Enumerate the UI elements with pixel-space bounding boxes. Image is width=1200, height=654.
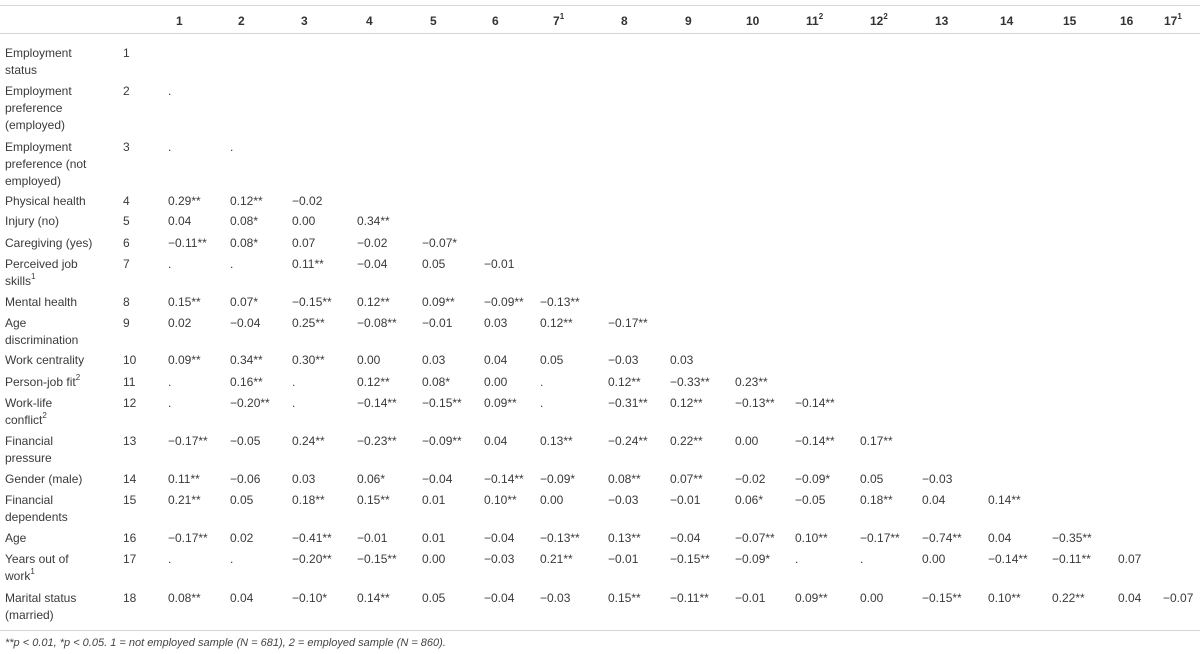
table-cell: 0.02 — [168, 316, 192, 330]
table-cell: . — [795, 552, 799, 566]
column-header-number: 7 — [553, 14, 560, 28]
row-number: 9 — [123, 316, 130, 330]
column-header — [1164, 13, 1182, 30]
table-cell: −0.17** — [168, 434, 208, 448]
table-cell: . — [292, 375, 296, 389]
row-label-line: skills — [5, 274, 31, 288]
column-header — [301, 13, 308, 30]
table-cell: −0.01 — [735, 591, 766, 605]
column-header — [366, 13, 373, 30]
row-number: 15 — [123, 493, 137, 507]
table-cell: −0.24** — [608, 434, 648, 448]
table-cell: −0.08** — [357, 316, 397, 330]
table-cell: −0.03 — [608, 353, 639, 367]
column-header-number: 15 — [1063, 14, 1077, 28]
table-cell: 0.29** — [168, 194, 201, 208]
table-cell: . — [168, 552, 172, 566]
table-cell: 0.22** — [1052, 591, 1085, 605]
table-cell: −0.14** — [357, 396, 397, 410]
table-cell: −0.09* — [795, 472, 831, 486]
table-cell: 0.04 — [484, 434, 508, 448]
table-cell: . — [168, 84, 172, 98]
table-cell: 0.12** — [357, 295, 390, 309]
column-header-number: 2 — [238, 14, 245, 28]
row-label-line: Employment — [5, 140, 72, 154]
column-header — [1000, 13, 1013, 30]
table-cell: 0.13** — [540, 434, 573, 448]
row-label-superscript: 2 — [42, 411, 47, 420]
column-header-number: 9 — [685, 14, 692, 28]
table-cell: 0.05 — [860, 472, 884, 486]
table-cell: −0.09** — [422, 434, 462, 448]
table-cell: −0.04 — [230, 316, 261, 330]
row-label — [5, 45, 123, 79]
table-cell: 0.03 — [422, 353, 446, 367]
table-cell: 0.04 — [922, 493, 946, 507]
column-header-number: 5 — [430, 14, 437, 28]
table-cell: 0.12** — [608, 375, 641, 389]
row-label-line: Financial — [5, 434, 54, 448]
column-header-superscript: 1 — [559, 12, 565, 21]
table-cell: −0.74** — [922, 531, 962, 545]
row-label — [5, 294, 123, 311]
table-cell: 0.14** — [357, 591, 390, 605]
table-cell: 0.03 — [484, 316, 508, 330]
row-label-line: Marital status — [5, 591, 77, 605]
row-label-line: Gender (male) — [5, 472, 83, 486]
table-cell: −0.13** — [540, 295, 580, 309]
column-header — [553, 13, 564, 30]
table-cell: −0.14** — [795, 434, 835, 448]
table-cell: . — [230, 140, 234, 154]
table-cell: . — [168, 396, 172, 410]
column-header — [1063, 13, 1076, 30]
table-cell: 0.09** — [422, 295, 455, 309]
table-cell: 0.16** — [230, 375, 263, 389]
column-header-number: 6 — [492, 14, 499, 28]
table-cell: 0.10** — [988, 591, 1021, 605]
row-number: 17 — [123, 552, 137, 566]
table-cell: −0.10* — [292, 591, 328, 605]
table-cell: −0.04 — [670, 531, 701, 545]
column-header-number: 8 — [621, 14, 628, 28]
table-cell: −0.04 — [484, 591, 515, 605]
table-cell: . — [230, 552, 234, 566]
table-cell: 0.03 — [670, 353, 694, 367]
row-number: 12 — [123, 396, 137, 410]
table-cell: 0.14** — [988, 493, 1021, 507]
table-cell: −0.41** — [292, 531, 332, 545]
table-cell: −0.04 — [357, 257, 388, 271]
table-cell: 0.25** — [292, 316, 325, 330]
table-cell: 0.17** — [860, 434, 893, 448]
column-header-superscript: 2 — [818, 12, 824, 21]
row-label-line: (married) — [5, 608, 54, 622]
table-cell: −0.14** — [988, 552, 1028, 566]
table-cell: 0.07 — [1118, 552, 1142, 566]
table-cell: −0.15** — [422, 396, 462, 410]
row-label-line: Caregiving (yes) — [5, 236, 93, 250]
table-cell: −0.04 — [484, 531, 515, 545]
row-number: 5 — [123, 214, 130, 228]
table-cell: 0.08* — [230, 236, 259, 250]
column-header — [238, 13, 245, 30]
column-header-number: 1 — [176, 14, 183, 28]
table-cell: 0.24** — [292, 434, 325, 448]
row-number: 1 — [123, 46, 130, 60]
table-cell: −0.01 — [422, 316, 453, 330]
row-label — [5, 395, 123, 429]
table-cell: 0.11** — [292, 257, 324, 271]
table-cell: −0.03 — [608, 493, 639, 507]
column-header — [806, 13, 823, 30]
table-cell: 0.09** — [795, 591, 828, 605]
table-cell: 0.05 — [422, 591, 446, 605]
table-cell: −0.20** — [230, 396, 270, 410]
row-label-line: Financial — [5, 493, 54, 507]
column-header — [176, 13, 183, 30]
table-cell: 0.00 — [357, 353, 381, 367]
rule-top — [0, 5, 1200, 6]
table-cell: −0.02 — [357, 236, 388, 250]
table-cell: 0.34** — [230, 353, 263, 367]
column-header-number: 14 — [1000, 14, 1014, 28]
table-cell: . — [540, 375, 544, 389]
table-cell: . — [292, 396, 296, 410]
table-cell: −0.15** — [292, 295, 332, 309]
row-label-line: Person-job fit — [5, 375, 76, 389]
row-number: 11 — [123, 375, 136, 389]
row-number: 8 — [123, 295, 130, 309]
table-cell: −0.11** — [670, 591, 709, 605]
table-cell: −0.35** — [1052, 531, 1092, 545]
table-cell: . — [540, 396, 544, 410]
table-cell: −0.33** — [670, 375, 710, 389]
row-label — [5, 530, 123, 547]
table-cell: 0.30** — [292, 353, 325, 367]
table-cell: −0.17** — [860, 531, 900, 545]
row-label-superscript: 1 — [30, 567, 35, 576]
row-label-line: (employed) — [5, 118, 66, 132]
row-label-line: Age — [5, 316, 27, 330]
table-cell: 0.04 — [168, 214, 192, 228]
row-label-line: employed) — [5, 174, 62, 188]
table-cell: −0.01 — [608, 552, 639, 566]
column-header-superscript: 1 — [1177, 12, 1182, 21]
column-header-number: 16 — [1120, 14, 1134, 28]
row-label-line: Mental health — [5, 295, 78, 309]
table-cell: 0.18** — [292, 493, 325, 507]
table-cell: 0.15** — [357, 493, 390, 507]
table-cell: 0.06* — [735, 493, 764, 507]
table-cell: 0.12** — [540, 316, 573, 330]
table-cell: 0.00 — [484, 375, 508, 389]
row-label-line: Perceived job — [5, 257, 78, 271]
table-cell: 0.09** — [168, 353, 201, 367]
table-cell: 0.34** — [357, 214, 390, 228]
table-cell: . — [168, 140, 172, 154]
table-cell: 0.21** — [168, 493, 201, 507]
table-cell: −0.07 — [1163, 591, 1194, 605]
table-cell: 0.01 — [422, 493, 446, 507]
row-number: 16 — [123, 531, 137, 545]
table-cell: 0.11** — [168, 472, 200, 486]
column-header — [935, 13, 948, 30]
row-number: 4 — [123, 194, 130, 208]
row-number: 18 — [123, 591, 137, 605]
table-cell: 0.10** — [795, 531, 828, 545]
table-cell: 0.01 — [422, 531, 446, 545]
table-cell: 0.07 — [292, 236, 316, 250]
table-cell: −0.02 — [292, 194, 323, 208]
table-cell: −0.13** — [735, 396, 775, 410]
table-cell: −0.14** — [795, 396, 835, 410]
table-cell: −0.09* — [540, 472, 576, 486]
table-cell: −0.03 — [540, 591, 571, 605]
column-header-number: 3 — [301, 14, 308, 28]
row-label-line: Years out of — [5, 552, 69, 566]
row-label — [5, 213, 123, 230]
row-label-superscript: 2 — [75, 373, 81, 382]
table-cell: −0.07* — [422, 236, 458, 250]
rule-header — [0, 33, 1200, 34]
table-cell: 0.08* — [422, 375, 451, 389]
column-header-superscript: 2 — [883, 12, 888, 21]
row-label-line: Employment — [5, 46, 72, 60]
row-label — [5, 471, 123, 488]
table-cell: . — [168, 375, 172, 389]
table-cell: 0.00 — [292, 214, 316, 228]
row-label — [5, 492, 123, 526]
row-label-line: discrimination — [5, 333, 79, 347]
row-label-line: preference — [5, 101, 63, 115]
table-cell: −0.14** — [484, 472, 524, 486]
table-cell: 0.04 — [988, 531, 1012, 545]
row-label-line: Physical health — [5, 194, 86, 208]
table-cell: 0.05 — [540, 353, 564, 367]
table-cell: 0.02 — [230, 531, 254, 545]
row-label-line: Employment — [5, 84, 72, 98]
table-cell: 0.04 — [1118, 591, 1142, 605]
table-cell: −0.15** — [357, 552, 397, 566]
table-cell: 0.18** — [860, 493, 893, 507]
table-cell: 0.15** — [168, 295, 201, 309]
row-label — [5, 256, 123, 290]
row-number: 3 — [123, 140, 130, 154]
rule-bottom — [0, 630, 1200, 631]
table-cell: 0.00 — [422, 552, 446, 566]
table-cell: 0.12** — [230, 194, 263, 208]
table-cell: −0.23** — [357, 434, 397, 448]
row-label-line: pressure — [5, 451, 52, 465]
table-cell: −0.17** — [608, 316, 648, 330]
row-label — [5, 590, 123, 624]
row-label-line: dependents — [5, 510, 68, 524]
column-header — [430, 13, 437, 30]
column-header-number: 13 — [935, 14, 949, 28]
row-label-line: conflict — [5, 413, 43, 427]
column-header — [746, 13, 759, 30]
table-cell: 0.04 — [230, 591, 254, 605]
table-cell: 0.13** — [608, 531, 641, 545]
table-cell: 0.05 — [422, 257, 446, 271]
table-cell: −0.01 — [357, 531, 388, 545]
table-cell: 0.10** — [484, 493, 517, 507]
table-cell: 0.03 — [292, 472, 316, 486]
row-label-line: Work-life — [5, 396, 53, 410]
table-cell: 0.22** — [670, 434, 703, 448]
table-cell: −0.15** — [922, 591, 962, 605]
table-cell: −0.20** — [292, 552, 332, 566]
row-label-line: status — [5, 63, 38, 77]
table-cell: 0.09** — [484, 396, 517, 410]
column-header — [685, 13, 692, 30]
table-cell: 0.08** — [168, 591, 201, 605]
table-cell: 0.21** — [540, 552, 573, 566]
table-cell: 0.07** — [670, 472, 703, 486]
column-header-number: 12 — [870, 14, 884, 28]
row-number: 13 — [123, 434, 137, 448]
table-cell: −0.06 — [230, 472, 261, 486]
row-label — [5, 352, 123, 369]
table-cell: 0.06* — [357, 472, 386, 486]
column-header-number: 11 — [806, 14, 819, 28]
table-cell: −0.05 — [795, 493, 826, 507]
table-cell: −0.11** — [1052, 552, 1091, 566]
row-label — [5, 315, 123, 349]
table-cell: −0.09* — [735, 552, 771, 566]
row-label — [5, 551, 123, 585]
table-cell: 0.04 — [484, 353, 508, 367]
row-number: 2 — [123, 84, 130, 98]
table-cell: 0.15** — [608, 591, 641, 605]
row-label — [5, 139, 123, 190]
row-label-line: Work centrality — [5, 353, 85, 367]
table-cell: −0.04 — [422, 472, 453, 486]
table-cell: −0.03 — [484, 552, 515, 566]
table-cell: 0.23** — [735, 375, 768, 389]
table-cell: 0.07* — [230, 295, 259, 309]
table-cell: −0.13** — [540, 531, 580, 545]
column-header — [1120, 13, 1133, 30]
table-cell: −0.03 — [922, 472, 953, 486]
row-number: 7 — [123, 257, 130, 271]
row-label — [5, 83, 123, 134]
column-header-number: 17 — [1164, 14, 1178, 28]
row-number: 6 — [123, 236, 130, 250]
row-label-line: preference (not — [5, 157, 87, 171]
table-cell: . — [860, 552, 864, 566]
table-cell: −0.31** — [608, 396, 648, 410]
table-cell: −0.09** — [484, 295, 524, 309]
table-footnote: **p < 0.01, *p < 0.05. 1 = not employed sample (N = 681), 2 = employed sample (N = 860). — [5, 637, 446, 649]
row-label-superscript: 1 — [31, 272, 36, 281]
row-label-line: work — [5, 569, 31, 583]
row-label — [5, 374, 123, 391]
table-cell: −0.15** — [670, 552, 710, 566]
row-label-line: Injury (no) — [5, 214, 60, 228]
row-label — [5, 433, 123, 467]
table-cell: 0.00 — [922, 552, 946, 566]
table-cell: . — [230, 257, 234, 271]
table-cell: 0.12** — [670, 396, 703, 410]
table-cell: −0.01 — [670, 493, 701, 507]
row-number: 14 — [123, 472, 137, 486]
column-header-number: 10 — [746, 14, 760, 28]
table-cell: 0.08** — [608, 472, 641, 486]
column-header-number: 4 — [366, 14, 373, 28]
table-cell: −0.11** — [168, 236, 207, 250]
table-cell: 0.05 — [230, 493, 254, 507]
column-header — [870, 13, 888, 30]
table-cell: −0.05 — [230, 434, 261, 448]
table-cell: 0.00 — [860, 591, 884, 605]
table-cell: −0.17** — [168, 531, 208, 545]
table-cell: 0.08* — [230, 214, 259, 228]
row-number: 10 — [123, 353, 137, 367]
table-cell: 0.00 — [540, 493, 564, 507]
row-label-line: Age — [5, 531, 27, 545]
table-cell: 0.00 — [735, 434, 759, 448]
row-label — [5, 235, 123, 252]
column-header — [492, 13, 499, 30]
table-cell: −0.01 — [484, 257, 515, 271]
table-cell: . — [168, 257, 172, 271]
table-cell: −0.02 — [735, 472, 766, 486]
column-header — [621, 13, 628, 30]
table-cell: 0.12** — [357, 375, 390, 389]
row-label — [5, 193, 123, 210]
table-cell: −0.07** — [735, 531, 775, 545]
